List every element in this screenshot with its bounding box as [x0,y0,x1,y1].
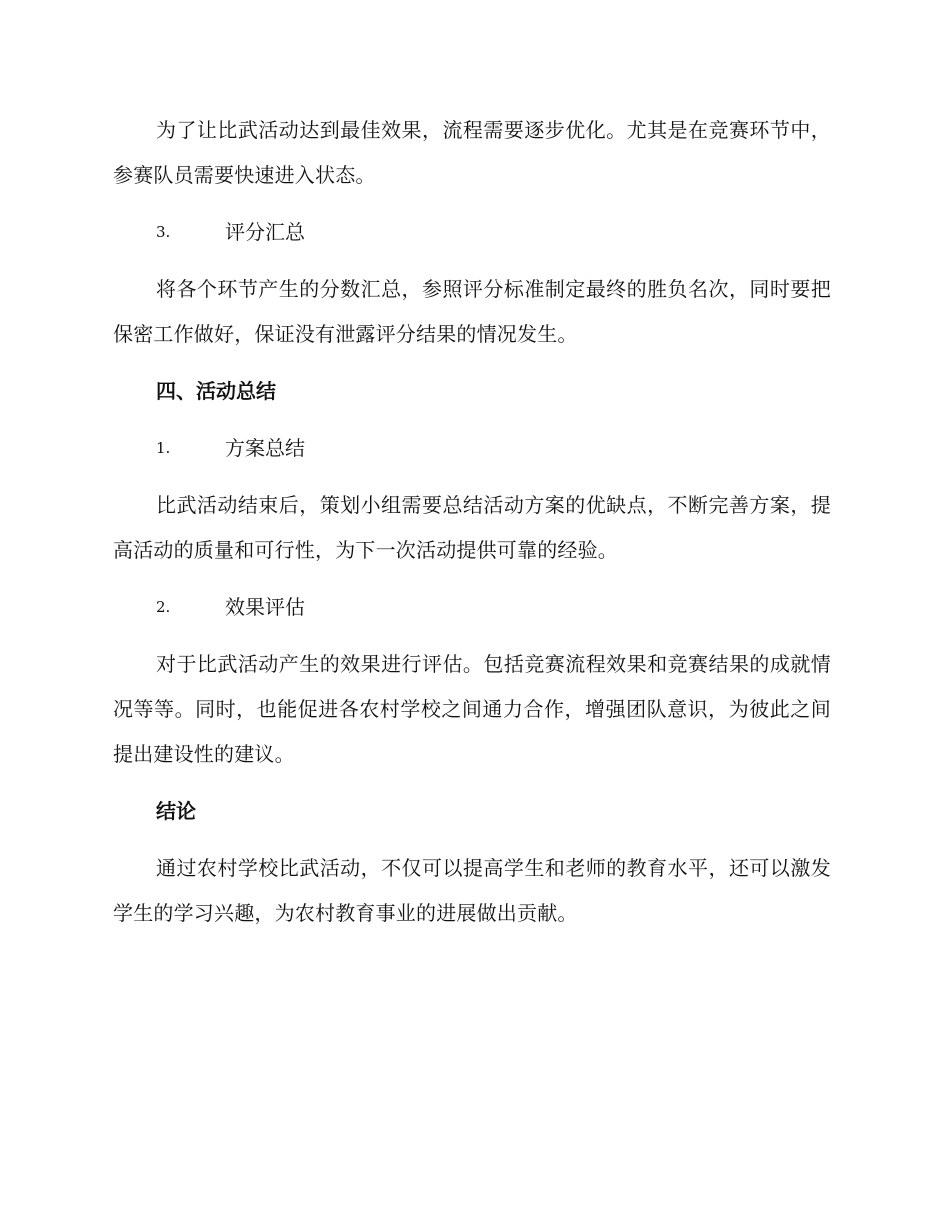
paragraph-flow-optimization: 为了让比武活动达到最佳效果，流程需要逐步优化。尤其是在竞赛环节中，参赛队员需要快速进入状态。 [113,118,831,187]
paragraph-conclusion: 通过农村学校比武活动，不仅可以提高学生和老师的教育水平，还可以激发学生的学习兴趣，为农村教育事业的进展做出贡献。 [113,856,831,925]
numbered-item-plan-summary [113,426,831,471]
numbered-item-score-summary [113,210,831,255]
section-heading-activity-summary: 四、活动总结 [156,379,276,403]
item-number: 3. [156,223,171,241]
item-number: 2. [156,598,171,616]
item-number: 1. [156,439,171,457]
item-label: 效果评估 [225,595,305,619]
paragraph-effect-evaluation: 对于比武活动产生的效果进行评估。包括竞赛流程效果和竞赛结果的成就情况等等。同时，也能促进各农村学校之间通力合作，增强团队意识，为彼此之间提出建设性的建议。 [113,652,831,766]
document-body [113,108,831,948]
numbered-item-effect-evaluation [113,585,831,630]
item-label: 评分汇总 [225,220,305,244]
paragraph-score-summary: 将各个环节产生的分数汇总，参照评分标准制定最终的胜负名次，同时要把保密工作做好，保证没有泄露评分结果的情况发生。 [113,277,831,346]
item-label: 方案总结 [225,436,305,460]
section-heading-conclusion: 结论 [156,799,196,823]
paragraph-plan-summary: 比武活动结束后，策划小组需要总结活动方案的优缺点，不断完善方案，提高活动的质量和可行性，为下一次活动提供可靠的经验。 [113,493,831,562]
